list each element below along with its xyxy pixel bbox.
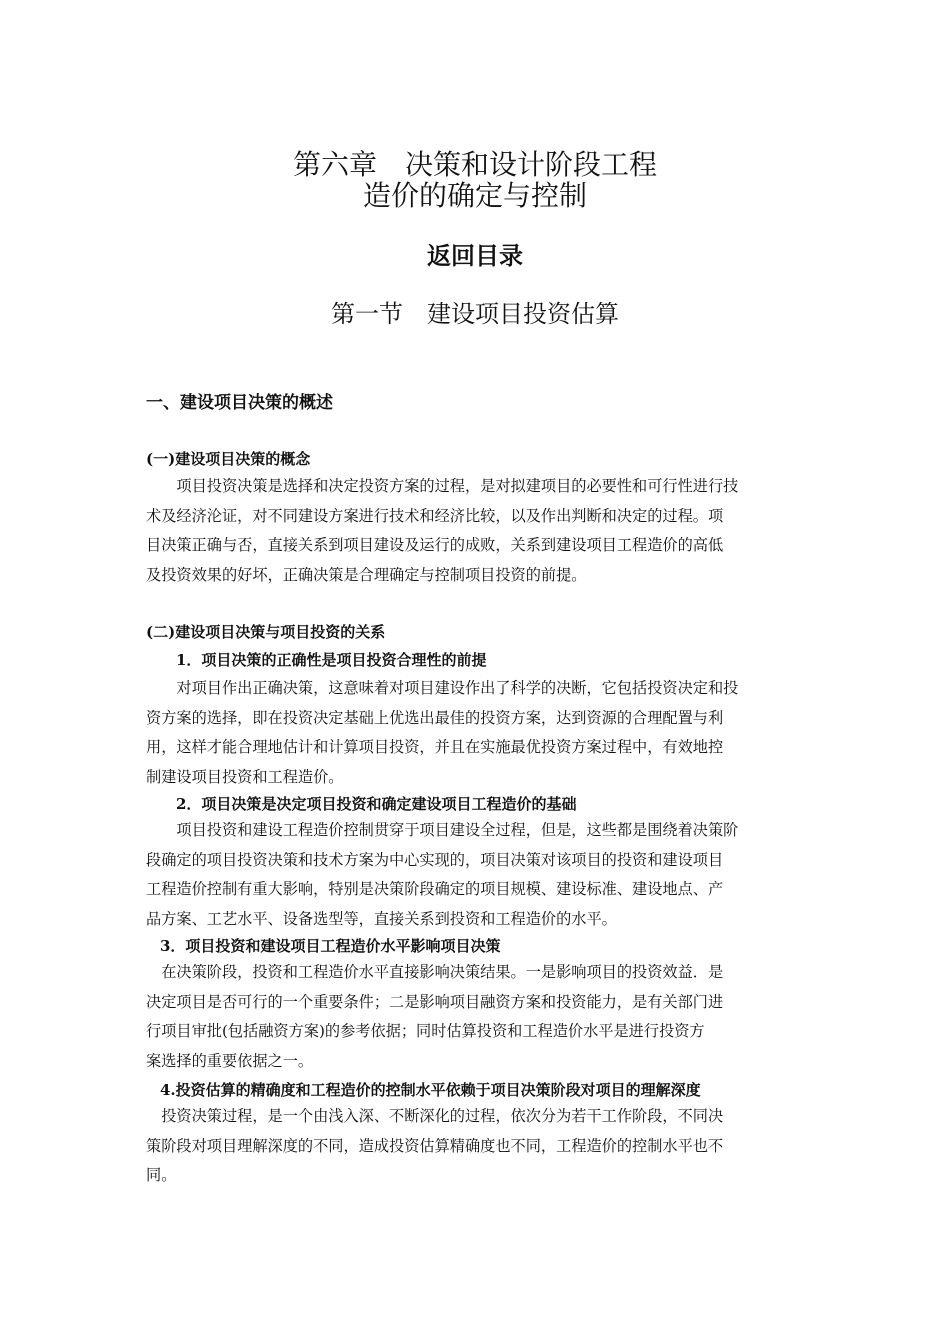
subheading-decision-investment-relation: (二)建设项目决策与项目投资的关系 bbox=[146, 623, 386, 641]
chapter-title-line-2: 造价的确定与控制 bbox=[362, 179, 587, 212]
point-4-paragraph bbox=[146, 1102, 806, 1191]
paragraph-line: 目决策正确与否，直接关系到项目建设及运行的成败，关系到建设项目工程造价的高低 bbox=[146, 536, 724, 555]
paragraph-line: 资方案的选择，即在投资决定基础上优选出最佳的投资方案，达到资源的合理配置与利 bbox=[146, 708, 724, 727]
section-title: 第一节 建设项目投资估算 bbox=[331, 300, 619, 328]
paragraph-line: 决定项目是否可行的一个重要条件；二是影响项目融资方案和投资能力，是有关部门进 bbox=[146, 992, 724, 1011]
paragraph-line: 投资决策过程，是一个由浅入深、不断深化的过程，依次分为若干工作阶段，不同决 bbox=[146, 1107, 724, 1125]
point-3-paragraph bbox=[146, 958, 806, 1076]
paragraph-line: 品方案、工艺水平、设备选型等，直接关系到投资和工程造价的水平。 bbox=[146, 909, 617, 928]
point-3-heading: 3．项目投资和建设项目工程造价水平影响项目决策 bbox=[160, 937, 501, 955]
paragraph-line: 段确定的项目投资决策和技术方案为中心实现的，项目决策对该项目的投资和建设项目 bbox=[146, 850, 724, 869]
paragraph-line: 及投资效果的好坏，正确决策是合理确定与控制项目投资的前提。 bbox=[146, 565, 587, 584]
point-1-paragraph bbox=[146, 674, 806, 792]
point-1-heading: 1．项目决策的正确性是项目投资合理性的前提 bbox=[176, 651, 487, 669]
point-2-heading: 2．项目决策是决定项目投资和确定建设项目工程造价的基础 bbox=[176, 795, 577, 813]
paragraph-line: 制建设项目投资和工程造价。 bbox=[146, 767, 344, 786]
paragraph-line: 在决策阶段，投资和工程造价水平直接影响决策结果。一是影响项目的投资效益．是 bbox=[146, 963, 724, 981]
paragraph-line: 案选择的重要依据之一。 bbox=[146, 1051, 314, 1070]
paragraph-line: 工程造价控制有重大影响，特别是决策阶段确定的项目规模、建设标准、建设地点、产 bbox=[146, 880, 724, 899]
paragraph-decision-concept bbox=[146, 472, 806, 590]
chapter-title-line-1: 第六章 决策和设计阶段工程 bbox=[292, 148, 657, 181]
paragraph-line: 项目投资和建设工程造价控制贯穿于项目建设全过程，但是，这些都是围绕着决策阶 bbox=[146, 821, 739, 839]
paragraph-line: 策阶段对项目理解深度的不同，造成投资估算精确度也不同，工程造价的控制水平也不 bbox=[146, 1136, 724, 1155]
point-2-paragraph bbox=[146, 816, 806, 934]
back-to-contents-link[interactable]: 返回目录 bbox=[427, 242, 523, 270]
subheading-decision-concept: (一)建设项目决策的概念 bbox=[146, 450, 311, 468]
paragraph-line: 项目投资决策是选择和决定投资方案的过程，是对拟建项目的必要性和可行性进行技 bbox=[146, 477, 739, 495]
heading-decision-overview: 一、建设项目决策的概述 bbox=[146, 393, 333, 413]
point-4-heading: 4.投资估算的精确度和工程造价的控制水平依赖于项目决策阶段对项目的理解深度 bbox=[160, 1081, 701, 1099]
paragraph-line: 对项目作出正确决策，这意味着对项目建设作出了科学的决断，它包括投资决定和投 bbox=[146, 679, 739, 697]
paragraph-line: 同。 bbox=[146, 1166, 177, 1185]
paragraph-line: 术及经济沦证，对不同建设方案进行技术和经济比较，以及作出判断和决定的过程。项 bbox=[146, 506, 724, 525]
paragraph-line: 用，这样才能合理地估计和计算项目投资，并且在实施最优投资方案过程中，有效地控 bbox=[146, 738, 724, 757]
paragraph-line: 行项目审批(包括融资方案)的参考依据；同时估算投资和工程造价水平是进行投资方 bbox=[146, 1022, 705, 1041]
